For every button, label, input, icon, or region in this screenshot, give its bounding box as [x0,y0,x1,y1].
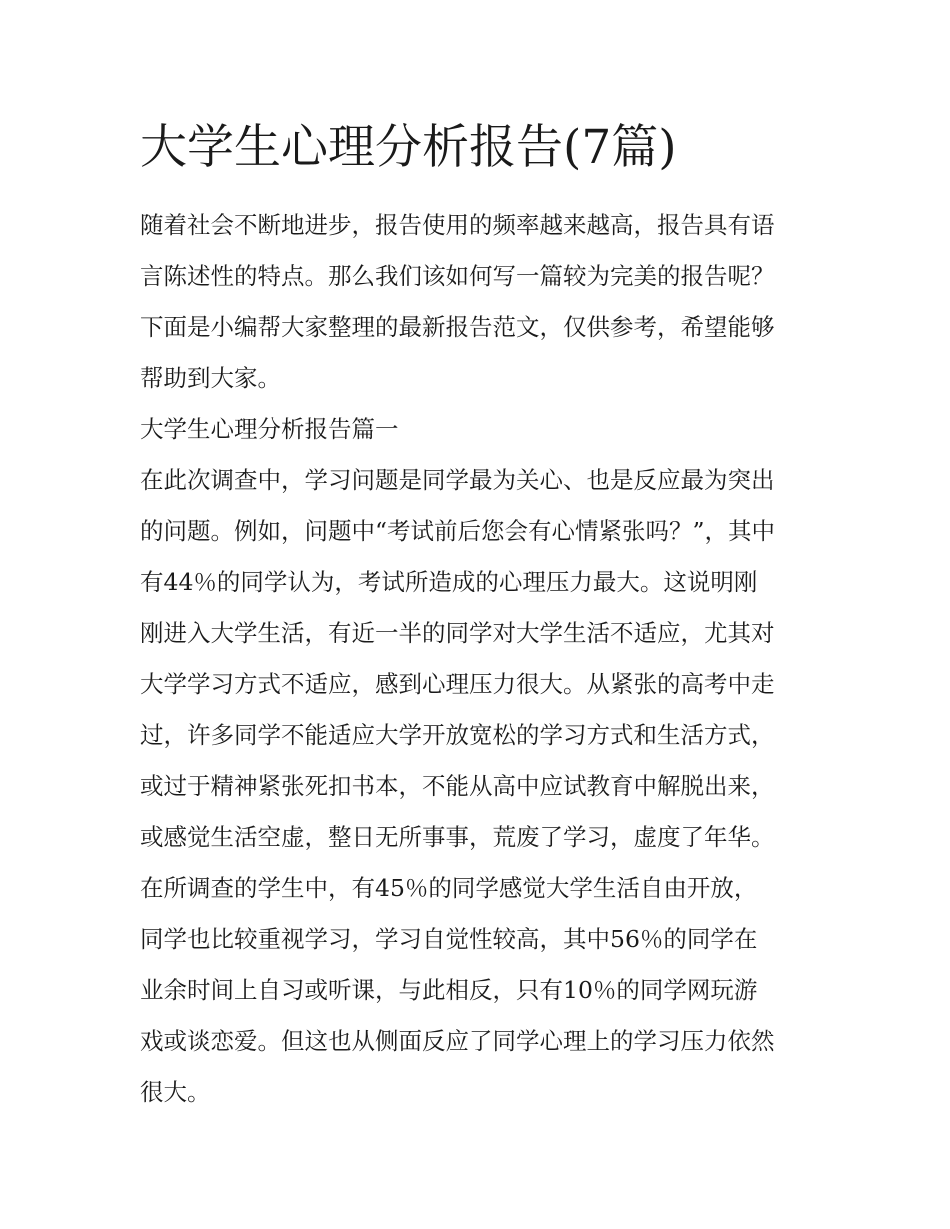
paragraph-line: 大学学习方式不适应，感到心理压力很大。从紧张的高考中走 [140,670,775,698]
paragraph-line: 或感觉生活空虚，整日无所事事，荒废了学习，虚度了年华。 [140,823,775,851]
paragraph-line: 过，许多同学不能适应大学开放宽松的学习方式和生活方式， [140,721,775,749]
paragraph-line: 刚进入大学生活，有近一半的同学对大学生活不适应，尤其对 [140,619,775,647]
document-body [140,200,820,1118]
paragraph-line: 的问题。例如，问题中“考试前后您会有心情紧张吗？”，其中 [140,517,776,545]
paragraph-line: 有44％的同学认为，考试所造成的心理压力最大。这说明刚 [140,568,758,596]
paragraph-line: 随着社会不断地进步，报告使用的频率越来越高，报告具有语 [140,211,775,239]
paragraph-line: 同学也比较重视学习，学习自觉性较高，其中56％的同学在 [140,925,758,953]
paragraph-line: 戏或谈恋爱。但这也从侧面反应了同学心理上的学习压力依然 [140,1027,775,1055]
paragraph-line: 业余时间上自习或听课，与此相反，只有10％的同学网玩游 [140,976,758,1004]
paragraph-line: 言陈述性的特点。那么我们该如何写一篇较为完美的报告呢？ [140,262,775,290]
paragraph-line: 很大。 [140,1078,211,1106]
paragraph-line: 下面是小编帮大家整理的最新报告范文，仅供参考，希望能够 [140,313,775,341]
paragraph-line: 在此次调查中，学习问题是同学最为关心、也是反应最为突出 [140,466,775,494]
paragraph-line: 在所调查的学生中，有45％的同学感觉大学生活自由开放， [140,874,758,902]
paragraph-line: 或过于精神紧张死扣书本，不能从高中应试教育中解脱出来， [140,772,775,800]
document-title: 大学生心理分析报告(7篇) [140,120,677,175]
section-heading: 大学生心理分析报告篇一 [140,415,399,443]
paragraph-line: 帮助到大家。 [140,364,281,392]
